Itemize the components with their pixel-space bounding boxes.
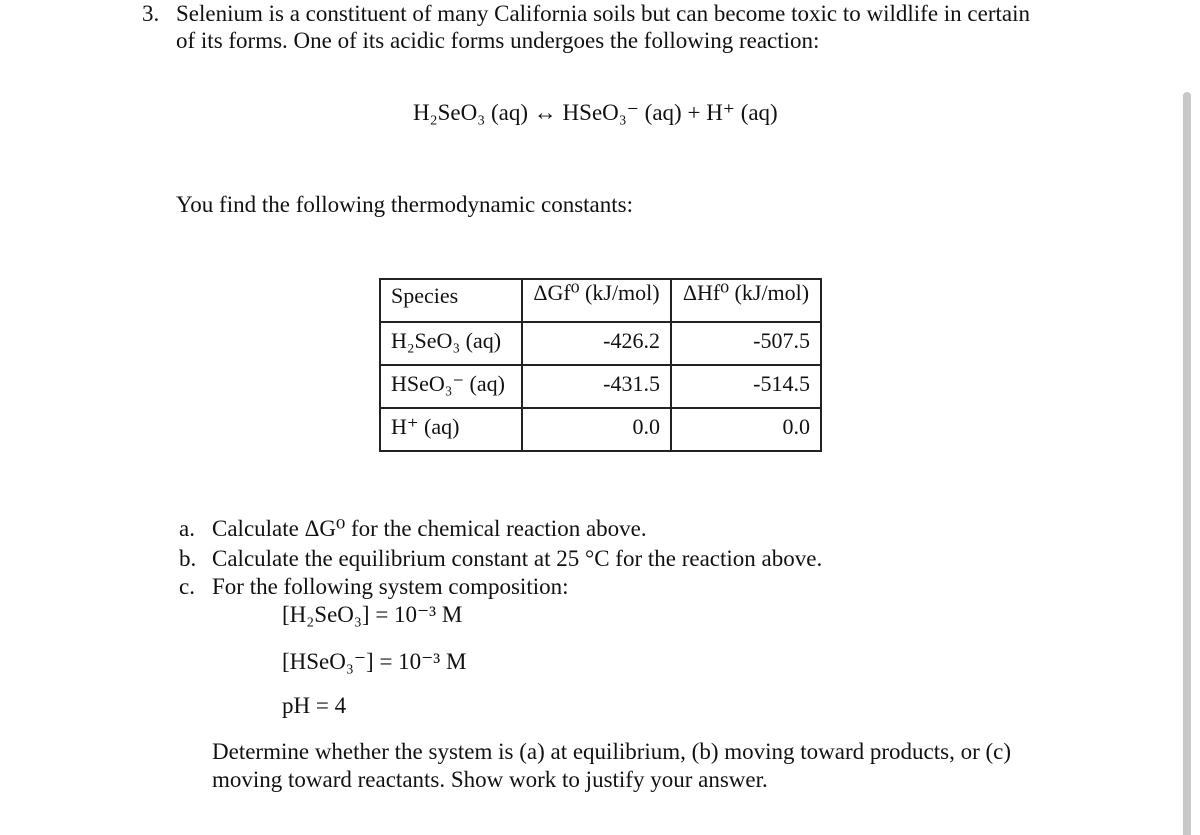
delta-g-cell: 0.0 xyxy=(522,408,671,451)
delta-h-cell: -514.5 xyxy=(671,365,821,408)
species-cell: HSeO₃⁻ (aq) xyxy=(380,365,522,408)
constants-intro: You find the following thermodynamic constants: xyxy=(176,192,633,217)
part-b-letter: b. xyxy=(179,546,197,571)
column-header-species: Species xyxy=(380,279,522,322)
table-header-row xyxy=(380,279,821,322)
reaction-product-1: HSeO₃⁻ (aq) xyxy=(562,100,682,125)
delta-h-cell: 0.0 xyxy=(671,408,821,451)
column-header-delta-g: ΔGf⁰ (kJ/mol) xyxy=(522,279,671,322)
part-c-text: For the following system composition: xyxy=(212,574,569,599)
part-b-text: Calculate the equilibrium constant at 25 °C for the reaction above. xyxy=(212,546,823,571)
reaction-product-2: H⁺ (aq) xyxy=(706,100,778,125)
composition-hseo3: [HSeO₃⁻] = 10⁻³ M xyxy=(282,649,467,674)
delta-g-cell: -431.5 xyxy=(522,365,671,408)
delta-h-cell: -507.5 xyxy=(671,322,821,365)
reaction-arrow-icon: ↔ xyxy=(533,100,557,125)
table-row xyxy=(380,408,821,451)
reaction-plus: + xyxy=(687,100,701,125)
reaction-equation xyxy=(413,99,778,127)
part-a-letter: a. xyxy=(179,516,195,541)
composition-h2seo3: [H₂SeO₃] = 10⁻³ M xyxy=(282,602,463,627)
determine-line-2: moving toward reactants. Show work to justify your answer. xyxy=(212,767,768,792)
composition-ph: pH = 4 xyxy=(282,693,347,718)
table-row xyxy=(380,365,821,408)
part-a-text: Calculate ΔG⁰ for the chemical reaction above. xyxy=(212,516,647,541)
question-intro-line-1: Selenium is a constituent of many California soils but can become toxic to wildlife in certain xyxy=(176,1,1030,26)
delta-g-cell: -426.2 xyxy=(522,322,671,365)
thermodynamic-constants-table xyxy=(379,278,822,452)
species-cell: H⁺ (aq) xyxy=(380,408,522,451)
vertical-scrollbar[interactable] xyxy=(1183,92,1191,835)
reaction-reactant: H₂SeO₃ (aq) xyxy=(413,100,529,125)
question-intro-line-2: of its forms. One of its acidic forms undergoes the following reaction: xyxy=(176,28,820,53)
part-c-letter: c. xyxy=(179,574,195,599)
table-row xyxy=(380,322,821,365)
question-number: 3. xyxy=(142,1,160,26)
determine-line-1: Determine whether the system is (a) at equilibrium, (b) moving toward products, or (c) xyxy=(212,739,1012,764)
column-header-delta-h: ΔHf⁰ (kJ/mol) xyxy=(671,279,821,322)
species-cell: H₂SeO₃ (aq) xyxy=(380,322,522,365)
